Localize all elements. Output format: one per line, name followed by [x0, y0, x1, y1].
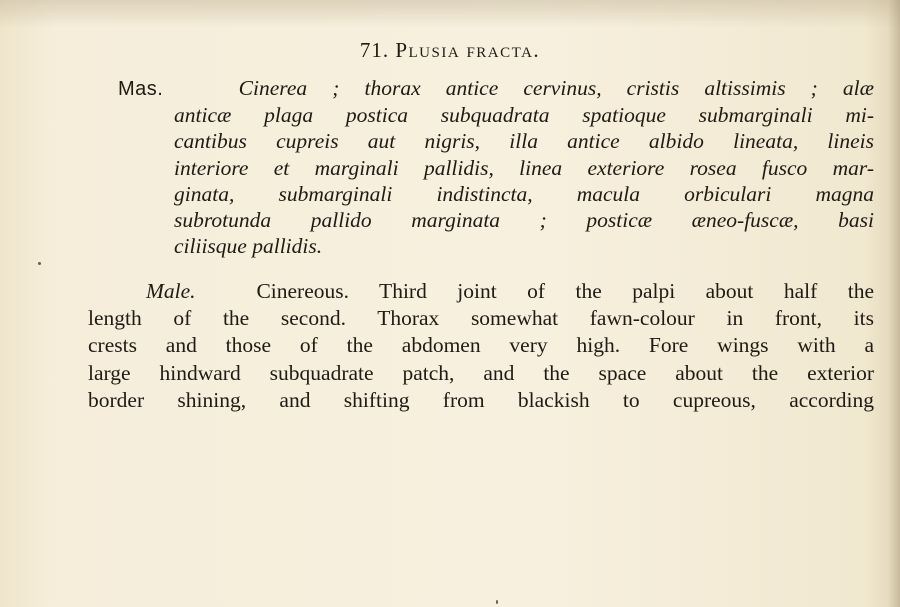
english-sex-label: Male.	[146, 279, 196, 303]
english-description	[88, 278, 874, 414]
show-through-top	[0, 0, 900, 28]
english-line-1: Male. Cinereous. Third joint of the palpi about half the	[146, 279, 874, 303]
latin-sex-label: Mas.	[118, 78, 164, 100]
latin-line-6: subrotunda pallido marginata ; posticæ æneo-fuscæ, basi	[174, 208, 874, 233]
latin-description	[118, 75, 874, 259]
english-line-3: crests and those of the abdomen very high. Fore wings with a	[88, 333, 874, 358]
species-heading	[0, 38, 900, 63]
latin-line-4: interiore et marginali pallidis, linea exteriore rosea fusco mar-	[174, 155, 874, 180]
genus-name: Plusia	[395, 38, 461, 62]
paper-speck	[496, 600, 498, 604]
latin-line-1: Mas. Cinerea ; thorax antice cervinus, cristis altissimis ; alæ	[118, 76, 874, 100]
latin-line-3: cantibus cupreis aut nigris, illa antice albido lineata, lineis	[174, 129, 874, 154]
species-name: fracta.	[466, 38, 541, 62]
english-line-5: border shining, and shifting from blackish to cupreous, according	[88, 387, 874, 412]
english-line-4: large hindward subquadrate patch, and the space about the exterior	[88, 360, 874, 385]
species-number: 71.	[359, 38, 390, 62]
latin-line-2: anticæ plaga postica subquadrata spatioque submarginali mi-	[174, 103, 874, 128]
english-line-2: length of the second. Thorax somewhat fawn-colour in front, its	[88, 306, 874, 331]
latin-line-5: ginata, submarginali indistincta, macula orbiculari magna	[174, 181, 874, 206]
latin-line-7: ciliisque pallidis.	[174, 234, 323, 259]
paper-speck	[38, 262, 41, 265]
page-edge-shadow	[888, 0, 900, 607]
